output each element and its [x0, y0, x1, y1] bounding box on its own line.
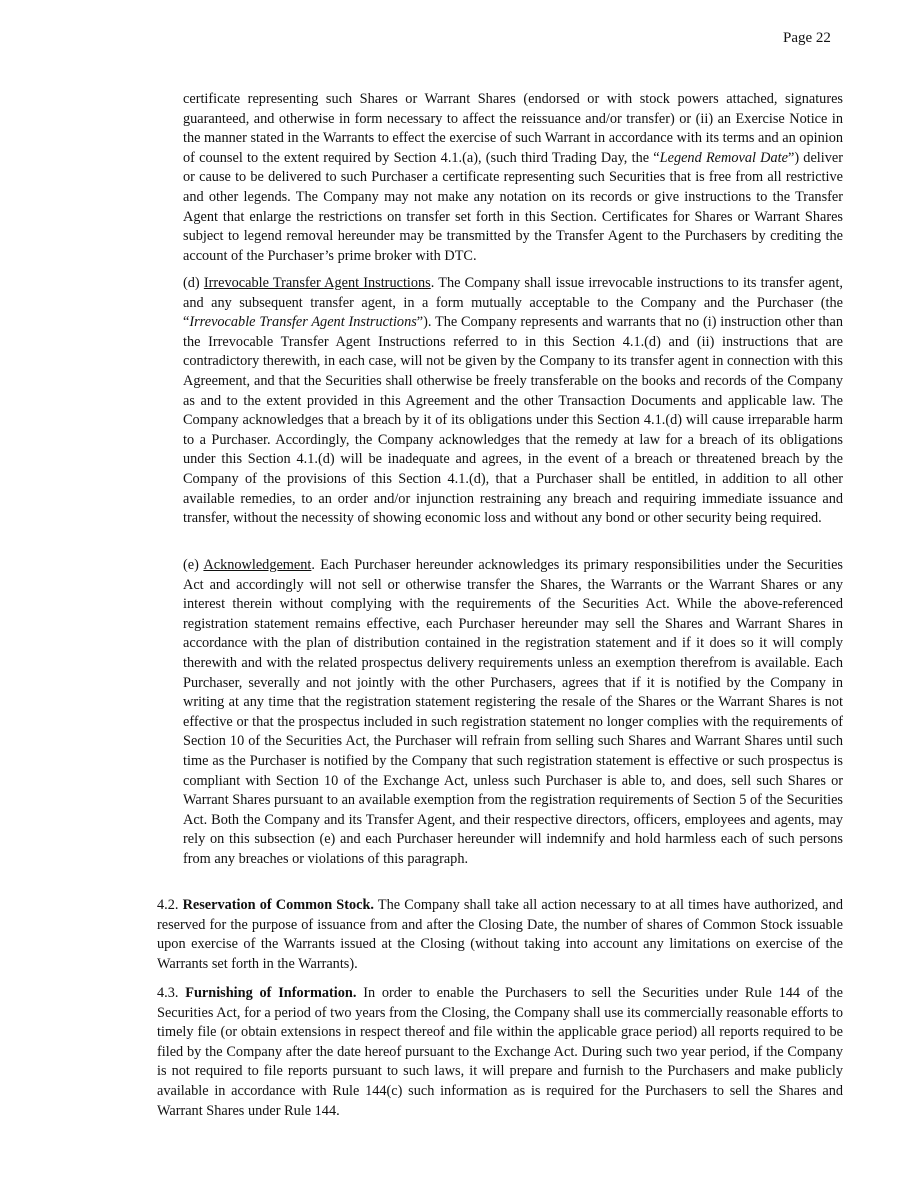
- section-4-3-furnishing-of-information: [157, 984, 843, 1121]
- defined-term-legend-removal-date: Legend Removal Date: [659, 149, 788, 166]
- paragraph-legend-removal-continuation: [183, 90, 843, 266]
- paragraph-text: . Each Purchaser hereunder acknowledges its primary responsibilities under the Securities Act and accordingly will not sell or otherwise transfer the Shares, the Warrants or the Warrant Shares or any interest therein without complying with the requirements of the Securities Act. While the above-referenced registration statement remains effective, each Purchaser hereunder may sell the Shares and Warrant Shares in accordance with the plan of distribution contained in the registration statement and if it does so it will comply therewith and with the related prospectus delivery requirements unless an exemption therefrom is available. Each Purchaser, severally and not jointly with the other Purchasers, agrees that if it is notified by the Company in writing at any time that the registration statement registering the resale of the Shares or the Warrant Shares is not effective or that the prospectus included in such registration statement no longer complies with the requirements of Section 10 of the Securities Act, the Purchaser will refrain from selling such Shares and Warrant Shares until such time as the Purchaser is notified by the Company that such registration statement is effective or such prospectus is compliant with Section 10 of the Exchange Act, unless such Purchaser is able to, and does, sell such Shares or Warrant Shares pursuant to an available exemption from the registration requirements of Section 5 of the Securities Act. Both the Company and its Transfer Agent, and their respective directors, officers, employees and agents, may rely on this subsection (e) and each Purchaser hereunder will indemnify and hold harmless each of such persons from any breaches or violations of this paragraph.: [183, 557, 843, 867]
- paragraph-text: The Company shall take all action necessary to at all times have authorized, and reserved for the purpose of issuance from and after the Closing Date, the number of shares of Common Stock issuable upon exercise of the Warrants issued at the Closing (without taking into account any limitations on exercise of the Warrants set forth in the Warrants).: [157, 897, 843, 972]
- paragraph-text: In order to enable the Purchasers to sell the Securities under Rule 144 of the Securities Act, for a period of two years from the Closing, the Company shall use its commercially reasonable efforts to timely file (or obtain extensions in respect thereof and file within the applicable grace period) all reports required to be filed by the Company after the date hereof pursuant to the Exchange Act. During such two year period, if the Company is not required to file reports pursuant to such laws, it will prepare and furnish to the Purchasers and make publicly available in accordance with Rule 144(c) such information as is required for the Purchasers to sell the Shares and Warrant Shares under Rule 144.: [157, 985, 843, 1119]
- paragraph-text: ”). The Company represents and warrants that no (i) instruction other than the Irrevocable Transfer Agent Instructions referred to in this Section 4.1.(d) and (ii) instructions that are contradictory therewith, in each case, will not be given by the Company to its transfer agent in connection with this Agreement, and that the Securities shall otherwise be freely transferable on the books and records of the Company as and to the extent provided in this Agreement and the other Transaction Documents and applicable law. The Company acknowledges that a breach by it of its obligations under this Section 4.1.(d) will cause irreparable harm to a Purchaser. Accordingly, the Company acknowledges that the remedy at law for a breach of its obligations under this Section 4.1.(d) will be inadequate and agrees, in the event of a breach or threatened breach by the Company of the provisions of this Section 4.1.(d), that a Purchaser shall be entitled, in addition to all other available remedies, to an order and/or injunction restraining any breach and requiring immediate issuance and transfer, without the necessity of showing economic loss and without any bond or other security being required.: [183, 314, 843, 527]
- paragraph-text: ”) deliver or cause to be delivered to such Purchaser a certificate representing such Securities that is free from all restrictive and other legends. The Company may not make any notation on its records or give instructions to the Transfer Agent that enlarge the restrictions on transfer set forth in this Section. Certificates for Shares or Warrant Shares subject to legend removal hereunder may be transmitted by the Transfer Agent to the Purchasers by crediting the account of the Purchaser’s prime broker with DTC.: [183, 149, 844, 264]
- page-number: Page 22: [783, 30, 831, 46]
- paragraph-text: . The Company shall issue irrevocable instructions to its transfer agent, and any subsequent transfer agent, in a form mutually acceptable to the Company and the Purchaser (the “: [183, 275, 843, 331]
- subsection-label: (e): [183, 557, 204, 573]
- subsection-label: (d): [183, 275, 204, 291]
- section-number: 4.2.: [157, 897, 183, 913]
- paragraph-text: certificate representing such Shares or Warrant Shares (endorsed or with stock powers attached, signatures guaranteed, and otherwise in form necessary to affect the reissuance and/or transfer) or (ii) an Exercise Notice in the manner stated in the Warrants to effect the exercise of such Warrant in accordance with its terms and an opinion of counsel to the extent required by Section 4.1.(a), (such third Trading Day, the “: [183, 91, 843, 166]
- section-heading: Furnishing of Information.: [185, 985, 357, 1001]
- section-number: 4.3.: [157, 985, 186, 1001]
- subsection-heading: Acknowledgement: [203, 557, 312, 573]
- section-heading: Reservation of Common Stock.: [182, 897, 374, 913]
- paragraph-d-irrevocable-transfer-agent-instructions: [183, 274, 843, 529]
- section-4-2-reservation-of-common-stock: [157, 896, 843, 974]
- subsection-heading: Irrevocable Transfer Agent Instructions: [203, 275, 431, 291]
- defined-term-irrevocable-instructions: Irrevocable Transfer Agent Instructions: [189, 314, 417, 331]
- paragraph-e-acknowledgement: [183, 556, 843, 870]
